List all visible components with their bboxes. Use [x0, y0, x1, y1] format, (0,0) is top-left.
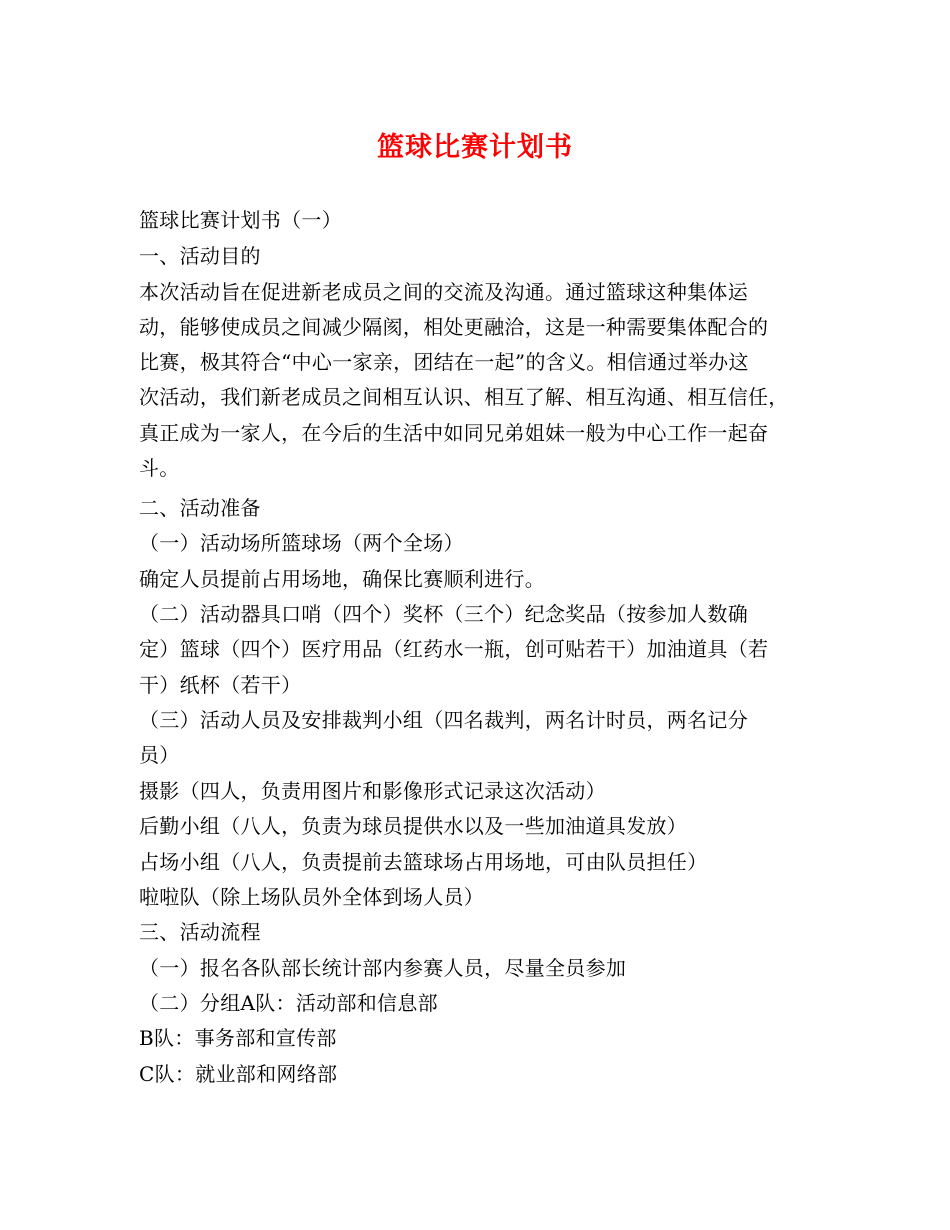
- text-line: 后勤小组（八人，负责为球员提供水以及一些加油道具发放）: [139, 814, 688, 838]
- text-line: （一）报名各队部长统计部内参赛人员，尽量全员参加: [139, 956, 627, 980]
- text-line: 摄影（四人，负责用图片和影像形式记录这次活动）: [139, 779, 606, 803]
- text-line: （二）活动器具口哨（四个）奖杯（三个）纪念奖品（按参加人数确: [139, 602, 748, 626]
- text-line: 动，能够使成员之间减少隔阂，相处更融洽，这是一种需要集体配合的: [139, 315, 769, 339]
- text-line: 本次活动旨在促进新老成员之间的交流及沟通。通过篮球这种集体运: [139, 280, 748, 304]
- text-line: 占场小组（八人，负责提前去篮球场占用场地，可由队员担任）: [139, 850, 708, 874]
- document-title: 篮球比赛计划书: [377, 132, 573, 163]
- text-line: 员）: [139, 743, 180, 767]
- text-line: （二）分组A队：活动部和信息部: [139, 991, 438, 1015]
- text-line: 干）纸杯（若干）: [139, 673, 302, 697]
- text-line: （三）活动人员及安排裁判小组（四名裁判，两名计时员，两名记分: [139, 708, 748, 732]
- text-line: 真正成为一家人，在今后的生活中如同兄弟姐妹一般为中心工作一起奋: [139, 421, 769, 445]
- text-line: 比赛，极其符合“中心一家亲，团结在一起”的含义。相信通过举办这: [139, 350, 749, 374]
- section-heading: 三、活动流程: [139, 920, 261, 944]
- section-heading: 二、活动准备: [139, 496, 261, 520]
- text-line: 斗。: [139, 456, 180, 480]
- text-line: 篮球比赛计划书（一）: [139, 208, 342, 232]
- text-line: 确定人员提前占用场地，确保比赛顺利进行。: [139, 567, 545, 591]
- text-line: 定）篮球（四个）医疗用品（红药水一瓶，创可贴若干）加油道具（若: [139, 637, 769, 661]
- text-line: （一）活动场所篮球场（两个全场）: [139, 531, 464, 555]
- section-heading: 一、活动目的: [139, 244, 261, 268]
- text-line: 啦啦队（除上场队员外全体到场人员）: [139, 885, 485, 909]
- text-line: 次活动，我们新老成员之间相互认识、相互了解、相互沟通、相互信任，: [139, 385, 789, 409]
- text-line: B队：事务部和宣传部: [139, 1026, 337, 1050]
- text-line: C队：就业部和网络部: [139, 1062, 338, 1086]
